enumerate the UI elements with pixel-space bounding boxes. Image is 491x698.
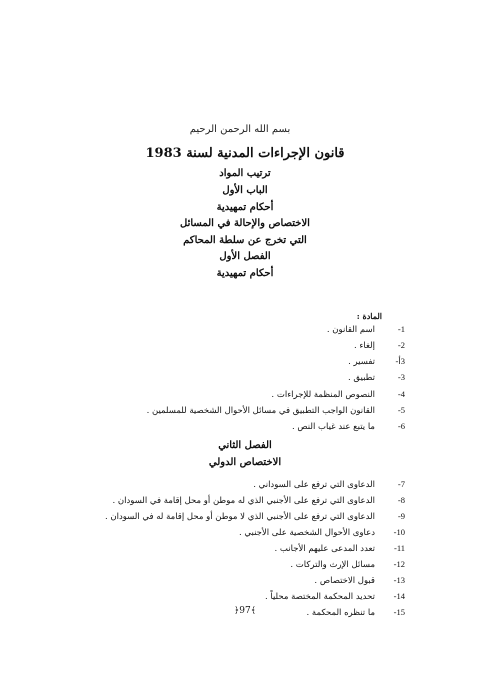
list-item: 5-القانون الواجب التطبيق في مسائل الأحوال الشخصية للمسلمين . — [146, 405, 405, 416]
article-label: المادة : — [356, 311, 382, 321]
list-item: 15-ما تنظره المحكمة . — [306, 607, 405, 618]
list-item: 14-تحديد المحكمة المختصة محلياً . — [264, 591, 405, 602]
list-item: 6-ما يتبع عند غياب النص . — [291, 421, 405, 432]
articles-order-heading: ترتيب المواد — [219, 168, 271, 179]
international-jurisdiction-heading: الاختصاص الدولي — [208, 457, 282, 468]
list-item: 3أ-تفسير . — [348, 356, 405, 367]
list-item: 13-قبول الاختصاص . — [314, 575, 405, 586]
jurisdiction-heading: الاختصاص والإحالة في المسائل — [180, 218, 310, 229]
part-one-heading: الباب الأول — [222, 185, 268, 196]
chapter-one-subheading: أحكام تمهيدية — [216, 268, 274, 279]
list-item: 2-إلغاء . — [353, 340, 405, 351]
chapter-two-heading: الفصل الثاني — [218, 440, 272, 451]
jurisdiction-heading-cont: التي تخرج عن سلطة المحاكم — [183, 235, 307, 246]
list-item: 10-دعاوى الأحوال الشخصية على الأجنبي . — [239, 527, 405, 538]
list-item: 8-الدعاوى التي ترفع على الأجنبي الذي له موطن أو محل إقامة في السودان . — [112, 495, 405, 506]
list-item: 12-مسائل الإرث والتركات . — [290, 559, 405, 570]
page-number: ﴿97﴾ — [234, 606, 256, 616]
list-item: 1-اسم القانون . — [326, 324, 405, 335]
list-item: 7-الدعاوى التي ترفع على السوداني . — [253, 479, 405, 490]
list-item: 3-تطبيق . — [348, 372, 405, 383]
list-item: 11-تعدد المدعى عليهم الأجانب . — [274, 543, 405, 554]
list-item: 9-الدعاوى التي ترفع على الأجنبي الذي لا موطن أو محل إقامة له في السودان . — [104, 511, 405, 522]
law-title: قانون الإجراءات المدنية لسنة 1983 — [145, 146, 345, 161]
list-item: 4-النصوص المنظمة للإجراءات . — [271, 389, 405, 400]
preliminary-provisions-heading: أحكام تمهيدية — [216, 202, 274, 213]
basmala: بسم الله الرحمن الرحيم — [189, 124, 291, 135]
chapter-one-heading: الفصل الأول — [219, 251, 271, 262]
